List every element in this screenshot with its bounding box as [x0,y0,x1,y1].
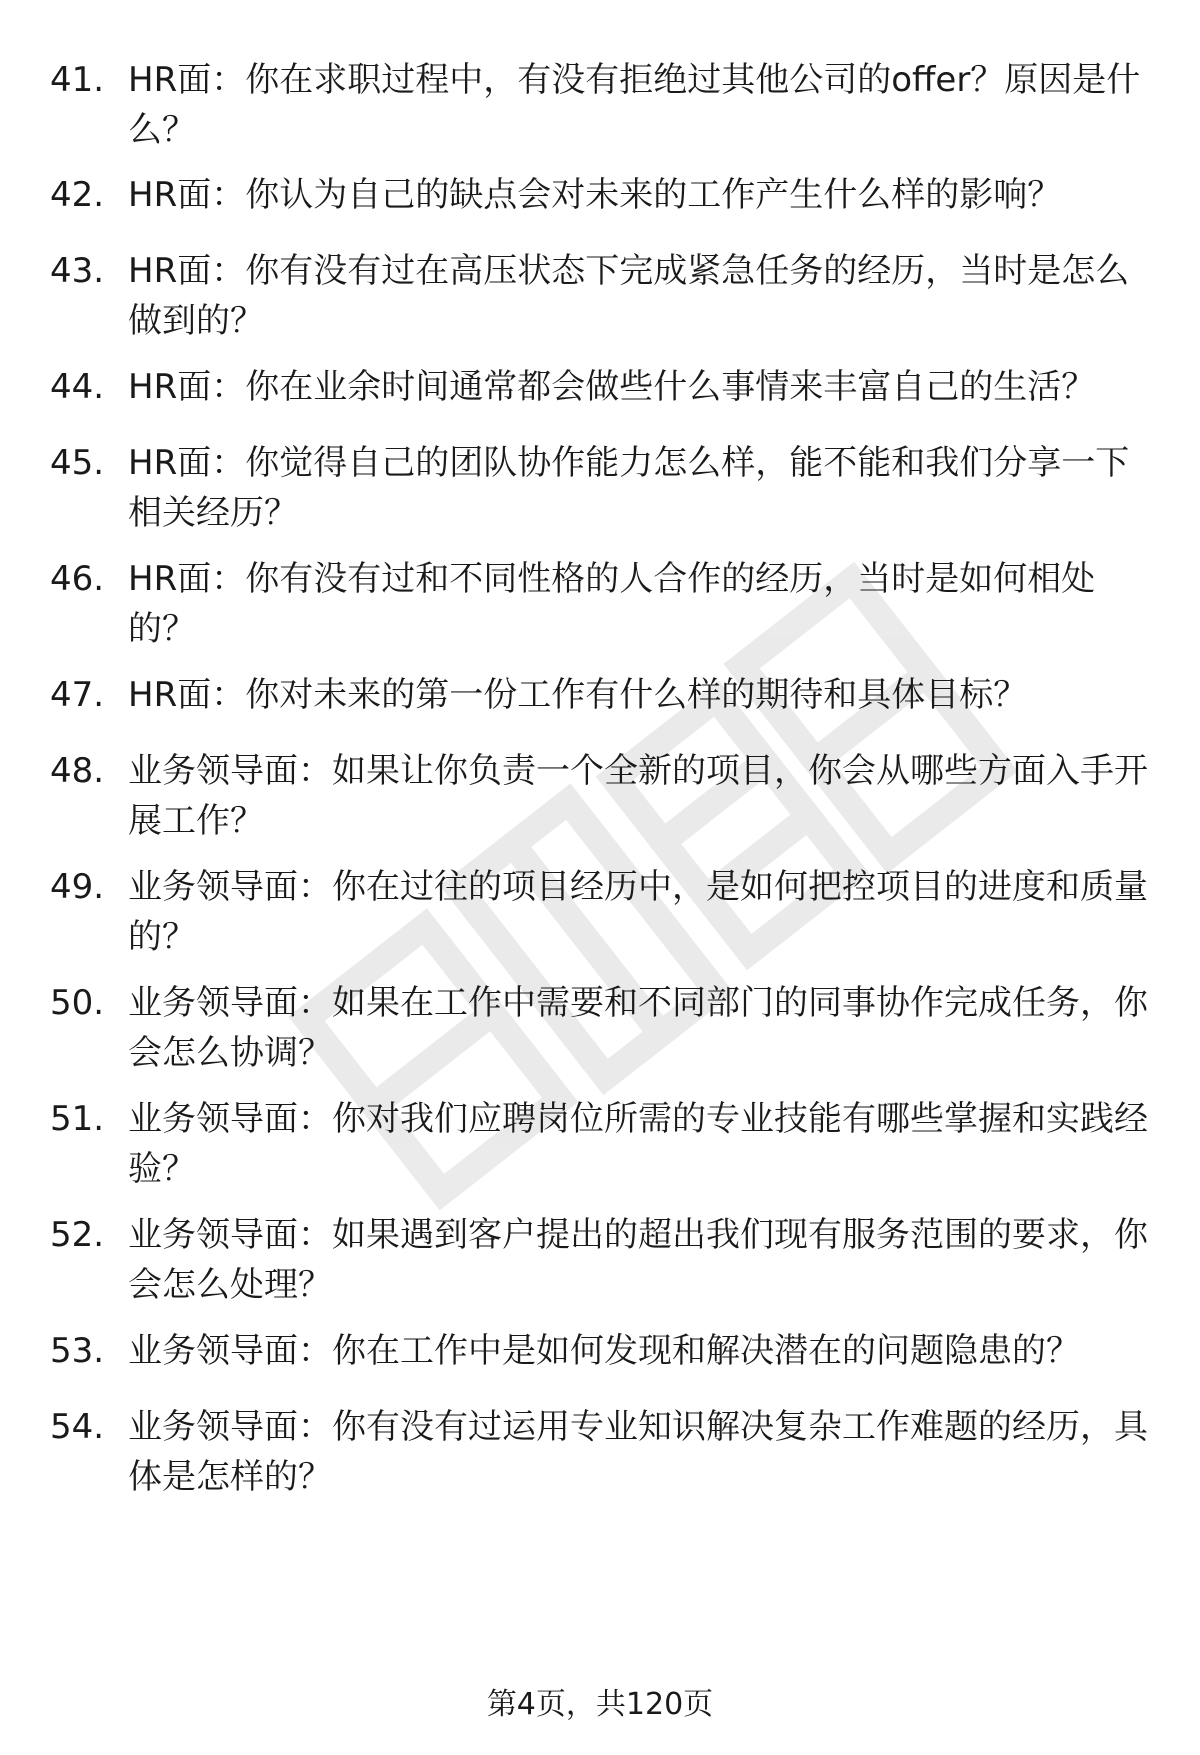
question-item-45 [50,438,1160,538]
question-text: HR面：你在求职过程中，有没有拒绝过其他公司的offer？原因是什么？ [128,60,1141,150]
question-text: 业务领导面：你对我们应聘岗位所需的专业技能有哪些掌握和实践经验？ [128,1099,1148,1189]
question-number: 54. [50,1407,105,1447]
page-footer: 第4页，共120页 [486,1687,714,1722]
question-number: 45. [50,443,105,483]
question-item-42 [50,170,1160,220]
question-number: 44. [50,367,105,407]
question-text: HR面：你有没有过在高压状态下完成紧急任务的经历，当时是怎么做到的？ [128,251,1130,341]
question-item-50 [50,978,1160,1078]
question-number: 48. [50,751,105,791]
question-text: HR面：你对未来的第一份工作有什么样的期待和具体目标？ [128,675,1028,715]
question-item-44 [50,362,1160,412]
question-number: 49. [50,867,105,907]
question-item-54 [50,1402,1160,1502]
question-text: HR面：你认为自己的缺点会对未来的工作产生什么样的影响？ [128,175,1062,215]
question-item-51 [50,1094,1160,1194]
question-text: HR面：你有没有过和不同性格的人合作的经历，当时是如何相处的？ [128,559,1096,649]
question-number: 46. [50,559,105,599]
question-item-47 [50,670,1160,720]
question-item-49 [50,862,1160,962]
question-item-41 [50,55,1160,155]
question-number: 42. [50,175,105,215]
question-number: 41. [50,60,105,100]
question-number: 52. [50,1215,105,1255]
question-text: 业务领导面：你有没有过运用专业知识解决复杂工作难题的经历，具体是怎样的？ [128,1407,1148,1497]
question-text: HR面：你觉得自己的团队协作能力怎么样，能不能和我们分享一下相关经历？ [128,443,1130,533]
question-text: HR面：你在业余时间通常都会做些什么事情来丰富自己的生活？ [128,367,1096,407]
question-text: 业务领导面：你在过往的项目经历中，是如何把控项目的进度和质量的？ [128,867,1148,957]
question-item-43 [50,246,1160,346]
question-text: 业务领导面：如果在工作中需要和不同部门的同事协作完成任务，你会怎么协调？ [128,983,1148,1073]
question-number: 43. [50,251,105,291]
question-number: 47. [50,675,105,715]
question-item-46 [50,554,1160,654]
question-number: 53. [50,1331,105,1371]
question-number: 51. [50,1099,105,1139]
question-text: 业务领导面：你在工作中是如何发现和解决潜在的问题隐患的？ [128,1331,1080,1371]
question-item-48 [50,746,1160,846]
question-text: 业务领导面：如果遇到客户提出的超出我们现有服务范围的要求，你会怎么处理？ [128,1215,1148,1305]
question-item-52 [50,1210,1160,1310]
question-item-53 [50,1326,1160,1376]
question-number: 50. [50,983,105,1023]
question-text: 业务领导面：如果让你负责一个全新的项目，你会从哪些方面入手开展工作？ [128,751,1148,841]
